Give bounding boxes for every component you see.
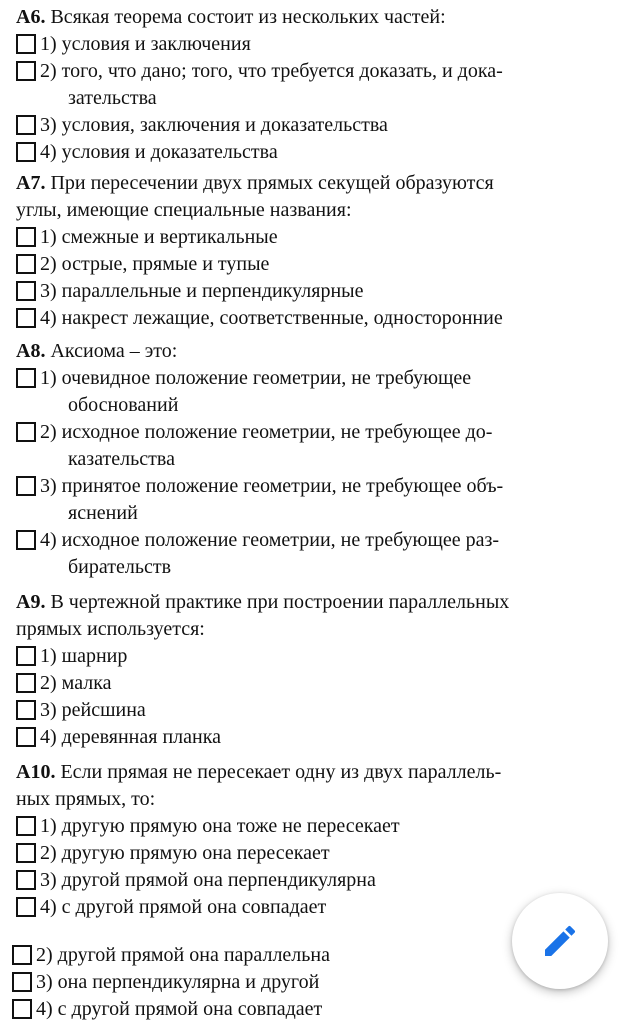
question-number: А10. (16, 761, 56, 783)
answer-option[interactable] (12, 942, 432, 969)
pencil-icon (540, 921, 580, 961)
option-text: другую прямую она тоже не пересекает (61, 815, 400, 837)
question-text: В чертежной практике при построении параллельных (45, 591, 510, 613)
option-text: малка (61, 672, 112, 694)
answer-checkbox[interactable] (16, 142, 36, 162)
answer-option[interactable] (16, 139, 601, 166)
answer-option[interactable] (16, 643, 601, 670)
option-number: 3) (40, 475, 57, 497)
question-text: При пересечении двух прямых секущей образуются (45, 172, 494, 194)
answer-checkbox[interactable] (16, 816, 36, 836)
option-number: 2) (40, 253, 57, 275)
answer-checkbox[interactable] (16, 281, 36, 301)
option-text: другой прямой она параллельна (57, 944, 330, 966)
answer-option[interactable] (16, 365, 601, 392)
answer-checkbox[interactable] (16, 530, 36, 550)
option-number: 3) (40, 280, 57, 302)
option-text: смежные и вертикальные (61, 226, 278, 248)
option-text: деревянная планка (61, 726, 222, 748)
edit-button[interactable] (512, 893, 608, 989)
answer-checkbox[interactable] (16, 34, 36, 54)
question-a8 (16, 338, 601, 581)
option-text-continuation: бирательств (68, 556, 172, 578)
answer-option[interactable] (16, 58, 601, 85)
option-number: 4) (40, 726, 57, 748)
option-number: 4) (40, 529, 57, 551)
answer-option[interactable] (16, 867, 601, 894)
answer-option[interactable] (16, 305, 601, 332)
question-number: А7. (16, 172, 46, 194)
option-text-continuation: яснений (68, 502, 138, 524)
question-a6 (16, 4, 601, 166)
option-number: 2) (40, 60, 57, 82)
answer-option[interactable] (16, 894, 601, 921)
option-number: 1) (40, 815, 57, 837)
answer-option[interactable] (16, 697, 601, 724)
option-text: условия и доказательства (61, 141, 278, 163)
question-stem-line2: ных прямых, то: (16, 788, 156, 810)
question-stem-line2: прямых используется: (16, 618, 205, 640)
option-text-continuation: обоснований (68, 394, 179, 416)
question-a10 (16, 759, 601, 921)
question-number: А8. (16, 340, 46, 362)
option-text-continuation: зательства (68, 87, 157, 109)
answer-option[interactable] (16, 419, 601, 446)
option-text: другую прямую она пересекает (61, 842, 330, 864)
answer-option[interactable] (16, 473, 601, 500)
answer-checkbox[interactable] (16, 476, 36, 496)
option-text: параллельные и перпендикулярные (61, 280, 364, 302)
option-text: с другой прямой она совпадает (61, 896, 327, 918)
question-stem (16, 338, 601, 365)
answer-checkbox[interactable] (16, 870, 36, 890)
answer-option[interactable] (16, 813, 601, 840)
question-number: А9. (16, 591, 46, 613)
option-number: 4) (40, 896, 57, 918)
question-stem (16, 759, 601, 786)
option-number: 3) (36, 971, 53, 993)
option-text: она перпендикулярна и другой (57, 971, 320, 993)
option-number: 3) (40, 869, 57, 891)
answer-checkbox[interactable] (16, 61, 36, 81)
option-number: 1) (40, 33, 57, 55)
answer-option[interactable] (16, 224, 601, 251)
question-a9 (16, 589, 601, 751)
answer-checkbox[interactable] (16, 727, 36, 747)
question-stem (16, 589, 601, 616)
option-number: 1) (40, 226, 57, 248)
answer-checkbox[interactable] (12, 999, 32, 1019)
answer-option[interactable] (16, 670, 601, 697)
answer-option[interactable] (16, 112, 601, 139)
answer-checkbox[interactable] (12, 945, 32, 965)
option-number: 3) (40, 699, 57, 721)
option-number: 2) (40, 421, 57, 443)
answer-option[interactable] (16, 527, 601, 554)
answer-option[interactable] (16, 278, 601, 305)
question-stem-line2: углы, имеющие специальные названия: (16, 199, 352, 221)
answer-option[interactable] (16, 840, 601, 867)
answer-checkbox[interactable] (16, 227, 36, 247)
option-text: принятое положение геометрии, не требующее объ- (61, 475, 504, 497)
question-stem (16, 4, 601, 31)
answer-checkbox[interactable] (16, 897, 36, 917)
answer-option[interactable] (16, 31, 601, 58)
answer-checkbox[interactable] (16, 646, 36, 666)
question-number: А6. (16, 6, 46, 28)
option-number: 2) (40, 672, 57, 694)
answer-checkbox[interactable] (16, 700, 36, 720)
answer-checkbox[interactable] (16, 254, 36, 274)
option-text: другой прямой она перпендикулярна (61, 869, 376, 891)
option-text: исходное положение геометрии, не требующее до- (61, 421, 493, 443)
option-text: условия и заключения (61, 33, 251, 55)
option-text: условия, заключения и доказательства (61, 114, 388, 136)
option-number: 1) (40, 645, 57, 667)
option-text: исходное положение геометрии, не требующее раз- (61, 529, 500, 551)
question-text: Если прямая не пересекает одну из двух параллель- (55, 761, 502, 783)
option-number: 2) (40, 842, 57, 864)
question-stem (16, 170, 601, 197)
option-text-continuation: казательства (68, 448, 175, 470)
extra-options (12, 942, 432, 1023)
option-text: с другой прямой она совпадает (57, 998, 323, 1020)
question-text: Аксиома – это: (45, 340, 178, 362)
question-text: Всякая теорема состоит из нескольких частей: (45, 6, 446, 28)
answer-checkbox[interactable] (16, 422, 36, 442)
option-text: шарнир (61, 645, 128, 667)
option-number: 3) (40, 114, 57, 136)
option-text: рейсшина (61, 699, 146, 721)
answer-option[interactable] (12, 969, 432, 996)
option-text: того, что дано; того, что требуется доказать, и дока- (61, 60, 503, 82)
answer-option[interactable] (12, 996, 432, 1023)
option-text: острые, прямые и тупые (61, 253, 270, 275)
option-number: 4) (40, 141, 57, 163)
answer-checkbox[interactable] (16, 843, 36, 863)
answer-checkbox[interactable] (16, 308, 36, 328)
option-text: накрест лежащие, соответственные, односторонние (61, 307, 503, 329)
question-a7 (16, 170, 601, 332)
answer-checkbox[interactable] (16, 368, 36, 388)
option-number: 1) (40, 367, 57, 389)
option-number: 4) (36, 998, 53, 1020)
answer-checkbox[interactable] (16, 115, 36, 135)
option-text: очевидное положение геометрии, не требующее (61, 367, 472, 389)
answer-option[interactable] (16, 724, 601, 751)
option-number: 2) (36, 944, 53, 966)
answer-option[interactable] (16, 251, 601, 278)
option-number: 4) (40, 307, 57, 329)
answer-checkbox[interactable] (12, 972, 32, 992)
answer-checkbox[interactable] (16, 673, 36, 693)
